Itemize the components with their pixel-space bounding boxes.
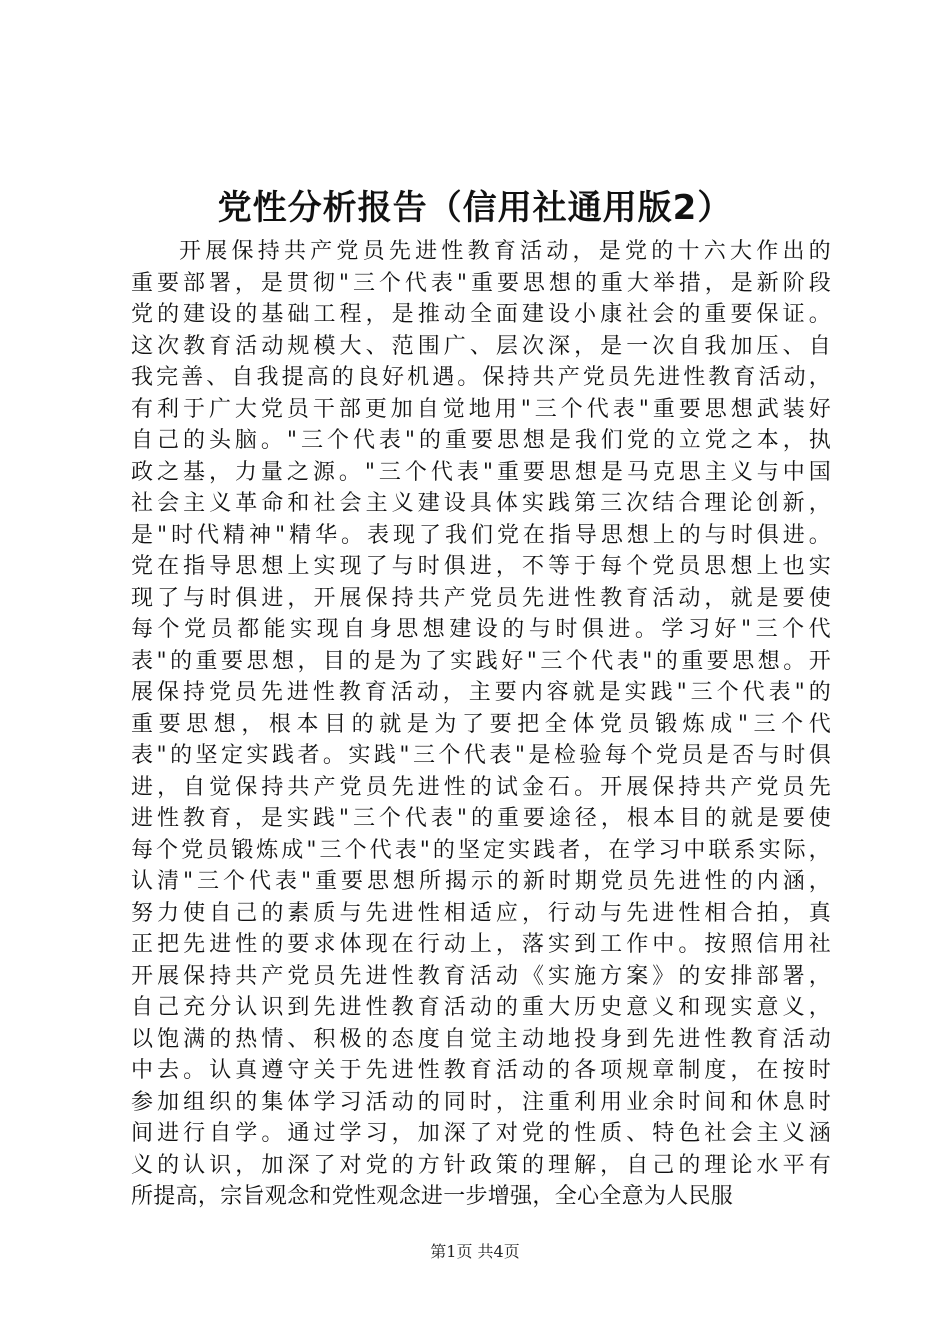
body-line: 开展保持共产党员先进性教育活动，是党的十六大作出的 xyxy=(179,239,831,264)
body-line: 表"的重要思想，目的是为了实践好"三个代表"的重要思想。开 xyxy=(131,648,831,674)
body-line: 展保持党员先进性教育活动，主要内容就是实践"三个代表"的 xyxy=(131,680,831,705)
body-line: 认清"三个代表"重要思想所揭示的新时期党员先进性的内涵， xyxy=(131,869,831,894)
body-line: 有利于广大党员干部更加自觉地用"三个代表"重要思想武装好 xyxy=(131,396,831,422)
body-line: 社会主义革命和社会主义建设具体实践第三次结合理论创新， xyxy=(131,491,831,516)
body-line: 自己充分认识到先进性教育活动的重大历史意义和现实意义， xyxy=(131,995,831,1020)
body-line: 间进行自学。通过学习，加深了对党的性质、特色社会主义涵 xyxy=(131,1121,831,1146)
document-body xyxy=(131,236,831,1213)
body-line: 自己的头脑。"三个代表"的重要思想是我们党的立党之本，执 xyxy=(131,428,831,453)
body-line: 重要部署，是贯彻"三个代表"重要思想的重大举措，是新阶段 xyxy=(131,270,831,296)
body-line: 进性教育，是实践"三个代表"的重要途径，根本目的就是要使 xyxy=(131,806,831,831)
body-line: 开展保持共产党员先进性教育活动《实施方案》的安排部署， xyxy=(131,963,831,989)
body-line: 重要思想，根本目的就是为了要把全体党员锻炼成"三个代 xyxy=(131,711,831,737)
body-line: 以饱满的热情、积极的态度自觉主动地投身到先进性教育活动 xyxy=(131,1026,831,1052)
body-line: 所提高，宗旨观念和党性观念进一步增强，全心全意为人民服 xyxy=(131,1184,734,1209)
body-line: 党在指导思想上实现了与时俱进，不等于每个党员思想上也实 xyxy=(131,554,831,579)
body-line: 参加组织的集体学习活动的同时，注重利用业余时间和休息时 xyxy=(131,1089,831,1115)
body-line: 党的建设的基础工程，是推动全面建设小康社会的重要保证。 xyxy=(131,302,831,327)
body-line: 每个党员都能实现自身思想建设的与时俱进。学习好"三个代 xyxy=(131,617,831,642)
body-line: 这次教育活动规模大、范围广、层次深，是一次自我加压、自 xyxy=(131,333,831,359)
body-line: 义的认识，加深了对党的方针政策的理解，自己的理论水平有 xyxy=(131,1152,831,1178)
body-line: 努力使自己的素质与先进性相适应，行动与先进性相合拍，真 xyxy=(131,900,831,926)
body-line: 进，自觉保持共产党员先进性的试金石。开展保持共产党员先 xyxy=(131,774,831,800)
body-line: 每个党员锻炼成"三个代表"的坚定实践者，在学习中联系实际， xyxy=(131,837,831,863)
page-number-footer: 第1页 共4页 xyxy=(430,1242,520,1261)
body-line: 中去。认真遵守关于先进性教育活动的各项规章制度，在按时 xyxy=(131,1058,831,1083)
body-line: 正把先进性的要求体现在行动上，落实到工作中。按照信用社 xyxy=(131,932,831,957)
document-title: 党性分析报告（信用社通用版2） xyxy=(217,188,733,228)
body-line: 现了与时俱进，开展保持共产党员先进性教育活动，就是要使 xyxy=(131,585,831,611)
body-line: 表"的坚定实践者。实践"三个代表"是检验每个党员是否与时俱 xyxy=(131,743,831,768)
body-line: 我完善、自我提高的良好机遇。保持共产党员先进性教育活动， xyxy=(131,365,831,390)
body-line: 政之基，力量之源。"三个代表"重要思想是马克思主义与中国 xyxy=(131,459,831,485)
body-line: 是"时代精神"精华。表现了我们党在指导思想上的与时俱进。 xyxy=(131,522,831,548)
